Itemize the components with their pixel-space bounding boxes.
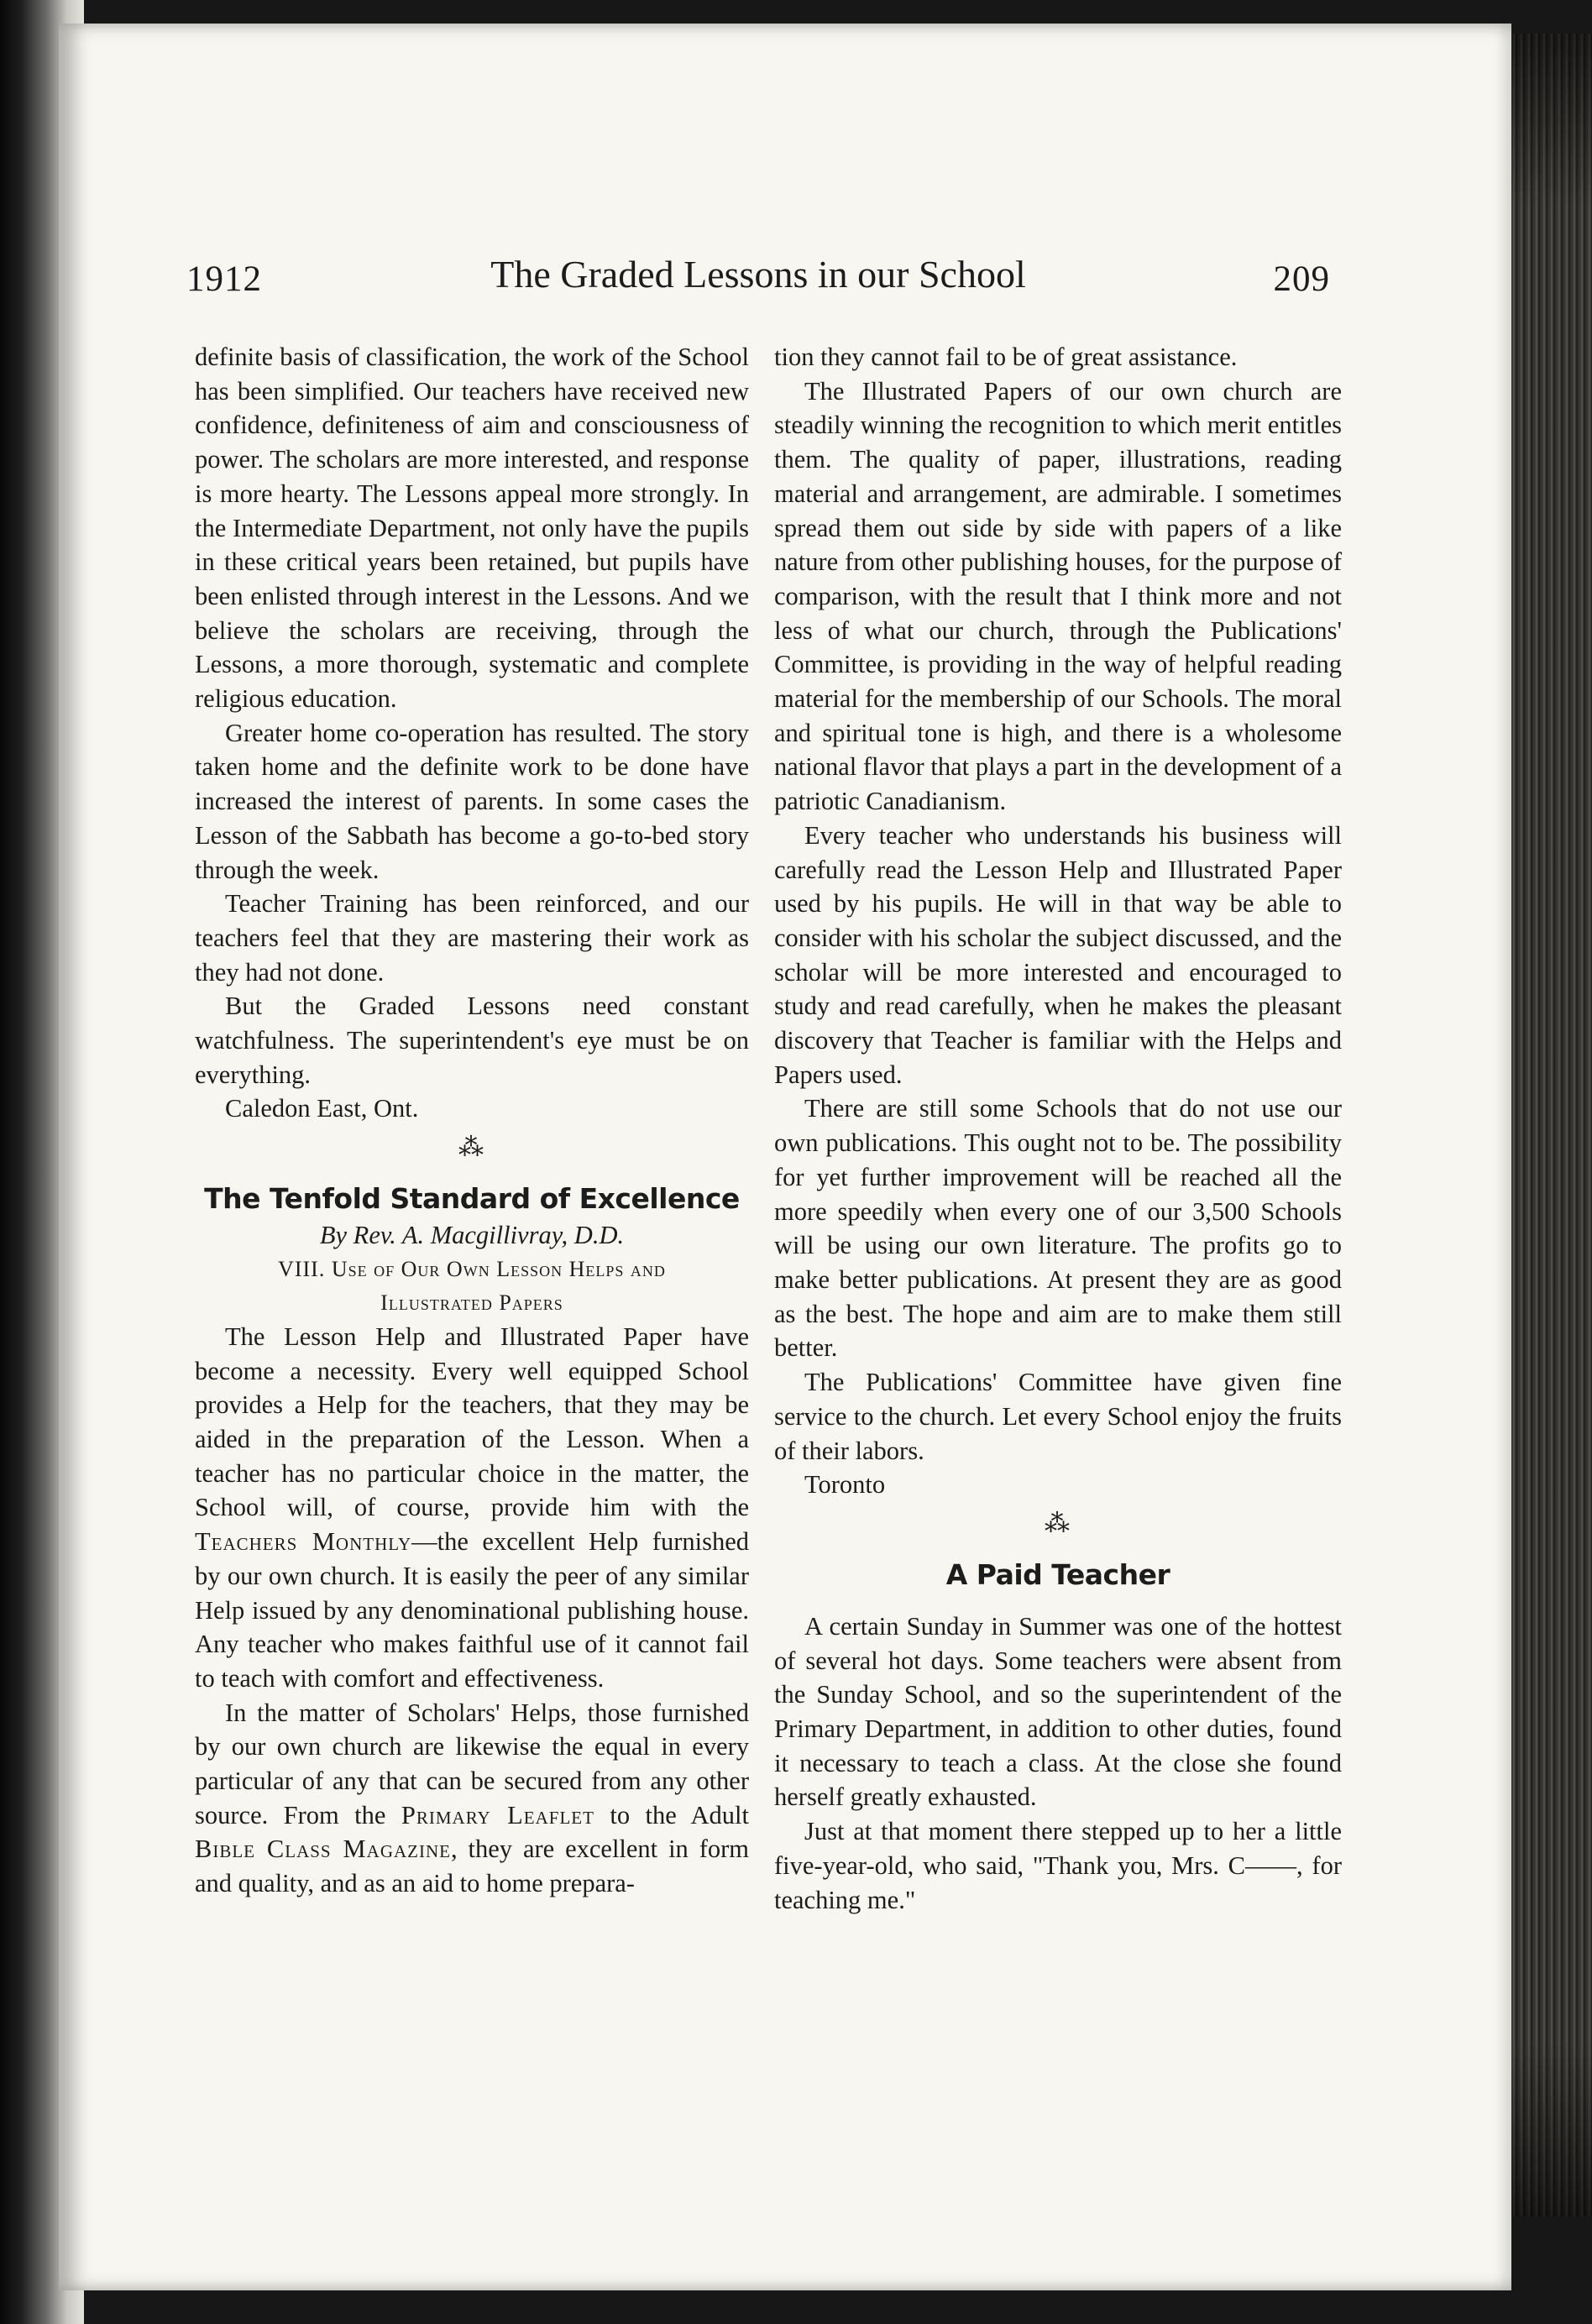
paragraph: The Illustrated Papers of our own church are steadily winning the recognition to which merit entitles them. The quality of paper, illustrations, reading material and arrangement, are admirable. I sometimes spread them out side by side with papers of a like nature from other publishing houses, for the purpose of comparison, with the result that I think more and not less of what our church, through the Publications' Committee, is providing in the way of helpful reading material for the membership of our Schools. The moral and spiritual tone is high, and there is a wholesome national flavor that plays a part in the development of a patriotic Canadianism. (774, 376, 1342, 816)
publication-name: Primary Leaflet (401, 1800, 594, 1829)
paragraph: Just at that moment there stepped up to her a little five-year-old, who said, "Thank you, Mrs. C——, for teaching me." (774, 1817, 1342, 1914)
paragraph: Teacher Training has been reinforced, and our teachers feel that they are mastering their work as they had not done. (195, 889, 749, 987)
section-title-line2: Illustrated Papers (380, 1290, 563, 1315)
paragraph: A certain Sunday in Summer was one of the hottest of several hot days. Some teachers were absent from the Sunday School, and so the superintendent of the Primary Department, in addition to other duties, found it necessary to teach a class. At the close she found herself greatly exhausted. (774, 1611, 1342, 1812)
article-byline: By Rev. A. Macgillivray, D.D. (319, 1221, 625, 1250)
paragraph: Greater home co-operation has resulted. The story taken home and the definite work to be done have increased the interest of parents. In some cases the Lesson of the Sabbath has become a go-to-bed story through the week. (195, 718, 749, 884)
paragraph: Every teacher who understands his business will carefully read the Lesson Help and Illustrated Paper used by his pupils. He will in that way be able to consider with his scholar the subject discussed, and the scholar will be more interested and encouraged to study and read carefully, when he makes the pleasant discovery that Teacher is familiar with the Helps and Papers used. (774, 820, 1342, 1089)
page-edges-right (1511, 34, 1592, 2217)
section-number: VIII. (278, 1256, 326, 1281)
paragraph: The Publications' Committee have given fine service to the church. Let every School enjoy the fruits of their labors. (774, 1368, 1342, 1465)
left-column (195, 340, 749, 1901)
right-column (774, 340, 1342, 1917)
running-head (186, 252, 1330, 316)
running-head-title: The Graded Lessons in our School (490, 253, 1026, 296)
place-signature: Toronto (804, 1470, 886, 1500)
publication-name: Teachers Monthly (195, 1527, 412, 1557)
section-title-line1: Use of Our Own Lesson Helps and (331, 1256, 666, 1281)
page-number: 209 (1273, 259, 1330, 299)
article-title: A Paid Teacher (945, 1557, 1170, 1591)
paragraph: tion they cannot fail to be of great assistance. (774, 343, 1238, 371)
place-signature: Caledon East, Ont. (225, 1094, 419, 1123)
paragraph: There are still some Schools that do not use our own publications. This ought not to be. The possibility for yet further improvement will be reached all the more speedily when every one of our 3,500 Schools will be using our own literature. The profits go to make better publications. At present they are as good as the best. The hope and aim are to make them still better. (774, 1094, 1342, 1363)
paragraph: In the matter of Scholars' Helps, those furnished by our own church are likewise the equal in every particular of any that can be secured from any other source. From the Primary Leaflet to the Adult Bible Class Magazine, they are excellent in form and quality, and as an aid to home prepara- (195, 1698, 750, 1898)
paragraph: definite basis of classification, the work of the School has been simplified. Our teachers have received new confidence, definiteness of aim and consciousness of power. The scholars are more interested, and response is more hearty. The Lessons appeal more strongly. In the Intermediate Department, not only have the pupils in these critical years been retained, but pupils have been enlisted through interest in the Lessons. And we believe the scholars are receiving, through the Lessons, a more thorough, systematic and complete religious education. (195, 343, 749, 714)
article-title: The Tenfold Standard of Excellence (204, 1182, 740, 1216)
paragraph: The Lesson Help and Illustrated Paper have become a necessity. Every well equipped School provides a Help for the teachers, that they may be aided in the preparation of the Lesson. When a teacher has no particular choice in the matter, the School will, of course, provide him with the Teachers Monthly—the excellent Help furnished by our own church. It is easily the peer of any similar Help issued by any denominational publishing house. Any teacher who makes faithful use of it cannot fail to teach with comfort and effectiveness. (195, 1322, 749, 1693)
running-head-year: 1912 (186, 259, 262, 299)
publication-name: Bible Class Magazine (195, 1835, 451, 1864)
section-separator: ⁂ (1045, 1509, 1071, 1537)
article-subheading (195, 1253, 749, 1320)
section-separator: ⁂ (458, 1133, 485, 1162)
paragraph: But the Graded Lessons need constant watchfulness. The superintendent's eye must be on everything. (195, 992, 749, 1089)
